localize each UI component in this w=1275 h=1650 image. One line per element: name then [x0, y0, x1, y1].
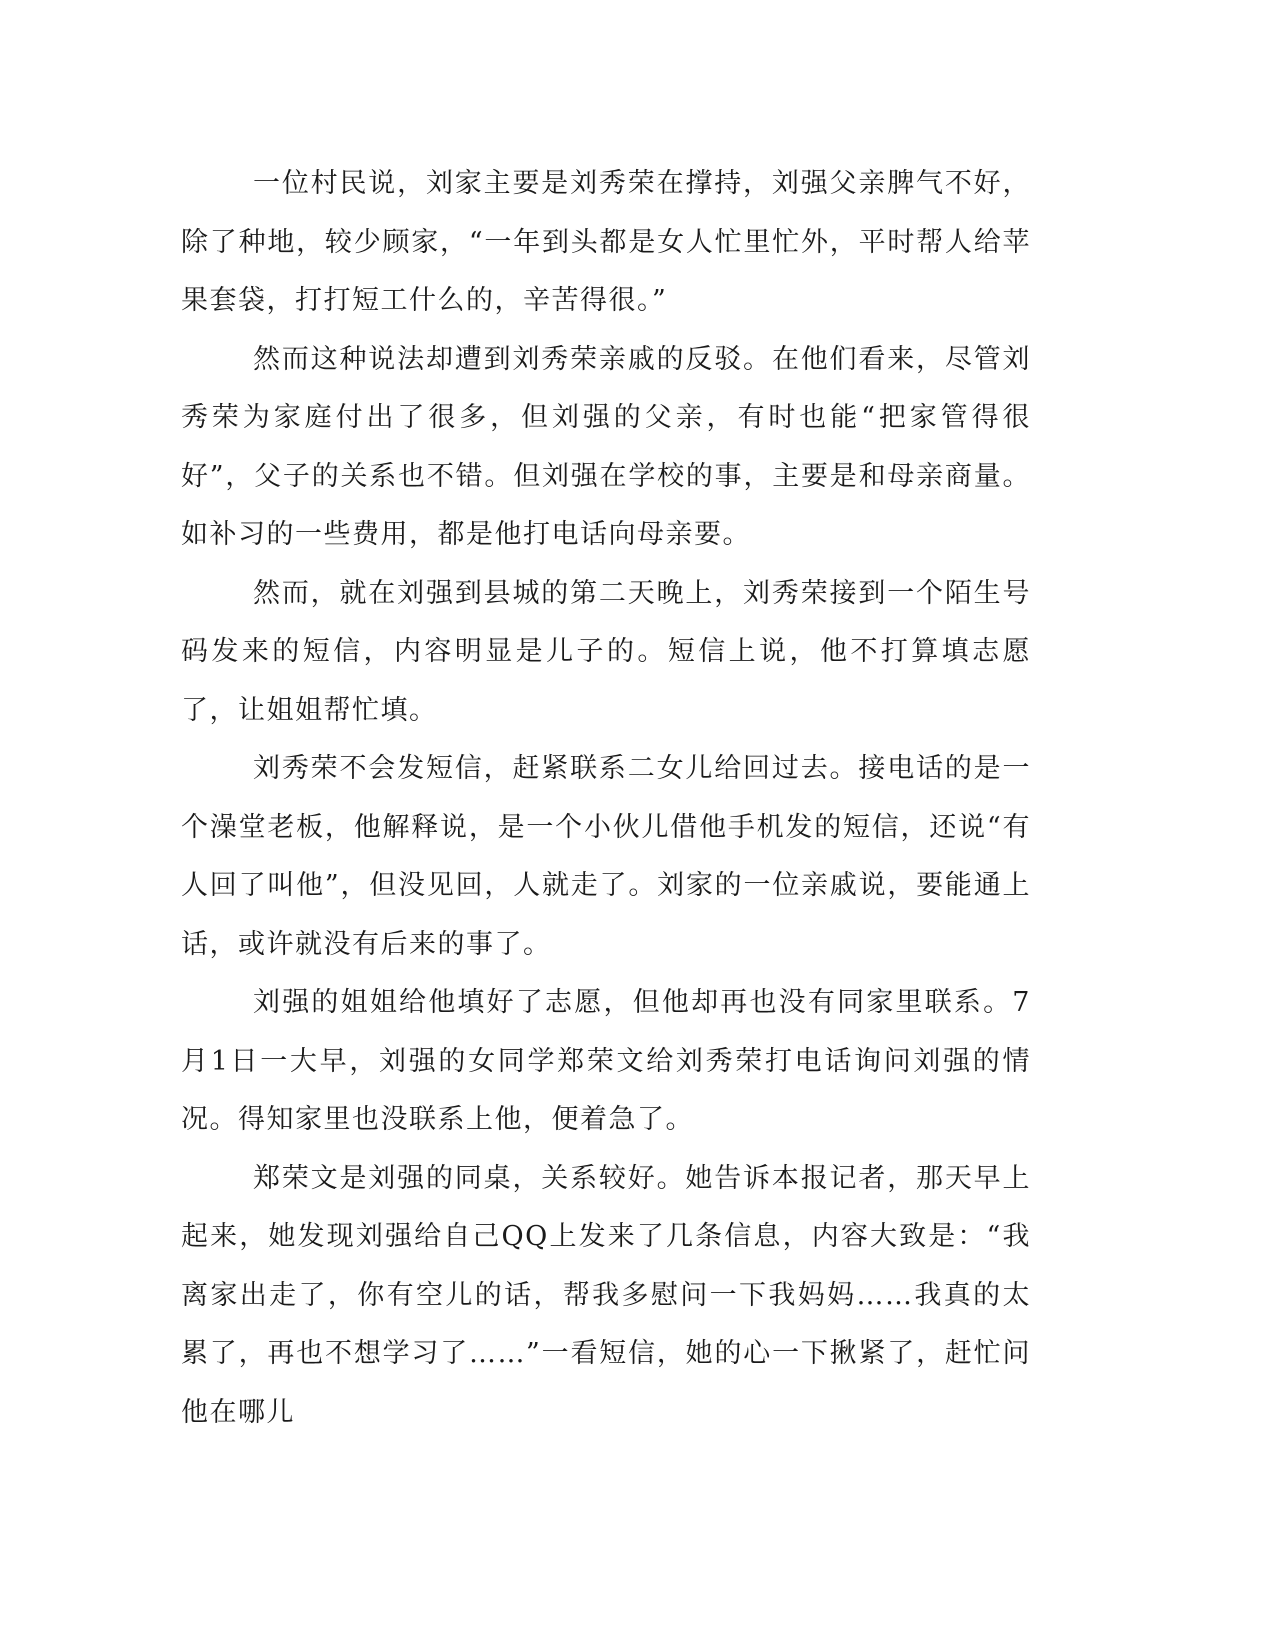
paragraph-3: 然而，就在刘强到县城的第二天晚上，刘秀荣接到一个陌生号码发来的短信，内容明显是儿子的。短信上说，他不打算填志愿了，让姐姐帮忙填。 [181, 577, 1031, 726]
paragraph-5: 刘强的姐姐给他填好了志愿，但他却再也没有同家里联系。7月1日一大早，刘强的女同学郑荣文给刘秀荣打电话询问刘强的情况。得知家里也没联系上他，便着急了。 [181, 987, 1031, 1135]
paragraph-6: 郑荣文是刘强的同桌，关系较好。她告诉本报记者，那天早上起来，她发现刘强给自己QQ上发来了几条信息，内容大致是：“我离家出走了，你有空儿的话，帮我多慰问一下我妈妈……我真的太累了，再也不想学习了……”一看短信，她的心一下揪紧了，赶忙问他在哪儿 [181, 1162, 1031, 1428]
document-body [181, 155, 1031, 1442]
paragraph-1: 一位村民说，刘家主要是刘秀荣在撑持，刘强父亲脾气不好，除了种地，较少顾家，“一年到头都是女人忙里忙外，平时帮人给苹果套袋，打打短工什么的，辛苦得很。” [181, 168, 1031, 316]
paragraph-2: 然而这种说法却遭到刘秀荣亲戚的反驳。在他们看来，尽管刘秀荣为家庭付出了很多，但刘强的父亲，有时也能“把家管得很好”，父子的关系也不错。但刘强在学校的事，主要是和母亲商量。如补习的一些费用，都是他打电话向母亲要。 [181, 343, 1031, 550]
paragraph-4: 刘秀荣不会发短信，赶紧联系二女儿给回过去。接电话的是一个澡堂老板，他解释说，是一个小伙儿借他手机发的短信，还说“有人回了叫他”，但没见回，人就走了。刘家的一位亲戚说，要能通上话，或许就没有后来的事了。 [181, 753, 1031, 960]
